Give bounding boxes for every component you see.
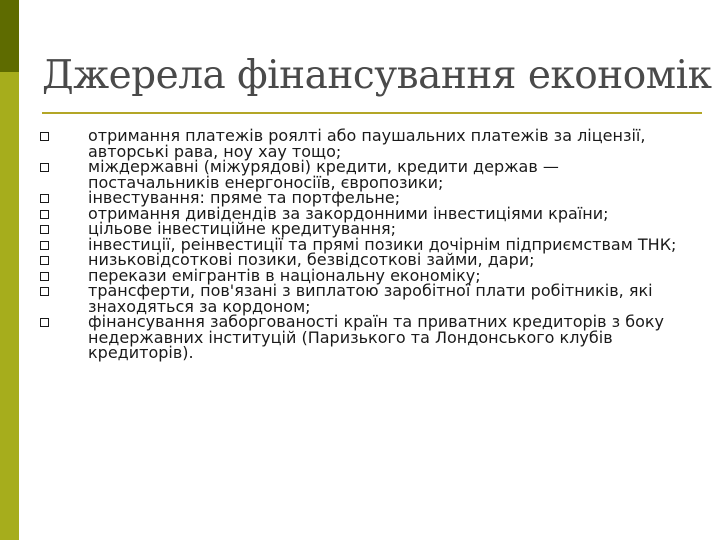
hollow-square-icon xyxy=(40,194,49,203)
left-accent-bar xyxy=(0,72,19,540)
list-item xyxy=(40,159,690,190)
list-item xyxy=(40,128,690,159)
title-divider xyxy=(42,112,702,114)
list-item xyxy=(40,283,690,314)
list-item-text: перекази емігрантів в національну економіку; xyxy=(88,265,481,285)
slide-title: Джерела фінансування економік xyxy=(42,53,712,98)
list-item-text: інвестиції, реінвестиції та прямі позики дочірнім підприємствам ТНК; xyxy=(88,234,677,254)
bullet-list xyxy=(40,128,690,361)
list-item-text: отримання дивідендів за закордонними інвестиціями країни; xyxy=(88,203,609,223)
hollow-square-icon xyxy=(40,163,49,172)
left-accent-bar-top xyxy=(0,0,19,72)
hollow-square-icon xyxy=(40,210,49,219)
list-item-text: трансферти, пов'язані з виплатою заробітної плати робітників, які знаходяться за кордоном; xyxy=(88,281,653,316)
list-item-text: міждержавні (міжурядові) кредити, кредити держав — постачальників енергоносіїв, європозики; xyxy=(88,157,559,192)
list-item-text: фінансування заборгованості країн та приватних кредиторів з боку недержавних інституцій (Паризького та Лондонського клубів кредиторів). xyxy=(88,312,664,362)
list-item-text: низьковідсоткові позики, безвідсоткові займи, дари; xyxy=(88,250,535,269)
hollow-square-icon xyxy=(40,241,49,250)
list-item-text: інвестування: пряме та портфельне; xyxy=(88,188,401,207)
hollow-square-icon xyxy=(40,256,49,265)
hollow-square-icon xyxy=(40,132,49,141)
hollow-square-icon xyxy=(40,225,49,234)
hollow-square-icon xyxy=(40,287,49,296)
hollow-square-icon xyxy=(40,318,49,327)
list-item-text: цільове інвестиційне кредитування; xyxy=(88,219,397,238)
hollow-square-icon xyxy=(40,272,49,281)
list-item xyxy=(40,314,690,361)
list-item-text: отримання платежів роялті або паушальних платежів за ліцензії, авторські рава, ноу хау тощо; xyxy=(88,126,646,161)
